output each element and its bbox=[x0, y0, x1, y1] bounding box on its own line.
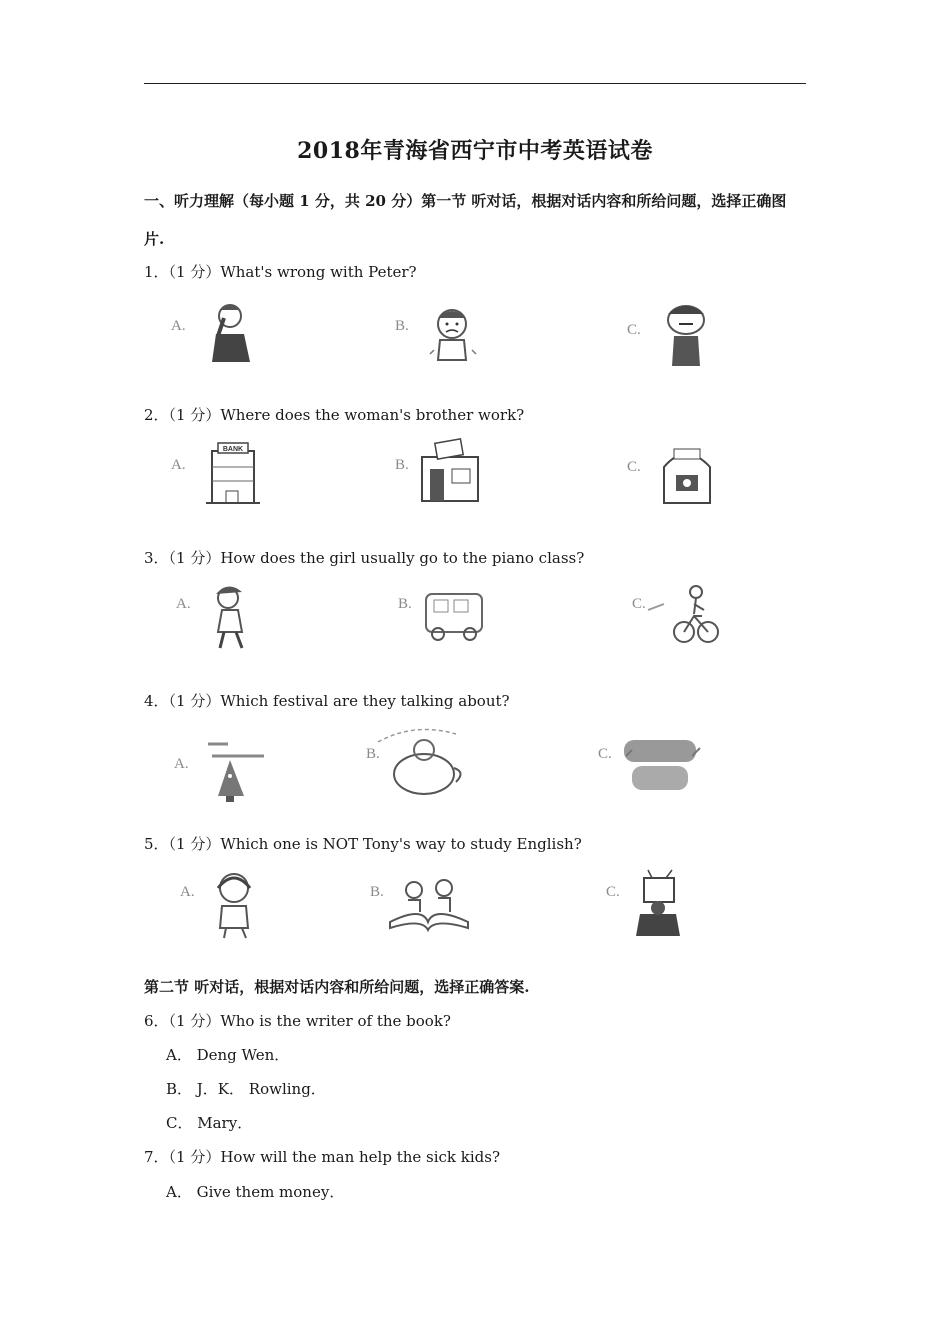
q7-option-a[interactable]: A． Give them money． bbox=[166, 1183, 345, 1201]
question-3-text: 3．（1 分）How does the girl usually go to the piano class? bbox=[144, 549, 585, 567]
q3-picture-c[interactable]: C. bbox=[628, 580, 723, 655]
q3-picture-a[interactable]: A. bbox=[168, 580, 263, 655]
bus-icon bbox=[392, 580, 487, 655]
q2-picture-c[interactable]: C. bbox=[624, 437, 719, 512]
q6-option-b[interactable]: B． J．K． Rowling． bbox=[166, 1080, 326, 1098]
section1-heading-line1: 一、听力理解（每小题 1 分，共 20 分）第一节 听对话，根据对话内容和所给问题，选择正确图 bbox=[144, 192, 787, 210]
q5-picture-b[interactable]: B. bbox=[368, 866, 478, 946]
q4-picture-a[interactable]: A. bbox=[168, 726, 278, 806]
q4-picture-b[interactable]: B. bbox=[364, 722, 474, 802]
kids-reading-icon bbox=[368, 866, 478, 946]
q1-picture-c[interactable]: C. bbox=[624, 294, 719, 369]
q2-picture-a[interactable]: A. BANK bbox=[168, 437, 263, 512]
q6-option-c[interactable]: C． Mary． bbox=[166, 1114, 253, 1132]
question-7-text: 7．（1 分）How will the man help the sick kids? bbox=[144, 1148, 501, 1166]
q2-picture-b[interactable]: B. bbox=[392, 437, 487, 512]
watching-tv-icon bbox=[600, 866, 710, 946]
question-5-text: 5．（1 分）Which one is NOT Tony's way to study English? bbox=[144, 835, 582, 853]
q5-picture-c[interactable]: C. bbox=[600, 866, 710, 946]
boy-listening-icon bbox=[168, 866, 268, 946]
bank-building-icon bbox=[168, 437, 263, 512]
new-year-icon bbox=[596, 726, 716, 806]
girl-walking-icon bbox=[168, 580, 263, 655]
page-title: 2018年青海省西宁市中考英语试卷 bbox=[297, 138, 653, 164]
question-6-text: 6．（1 分）Who is the writer of the book? bbox=[144, 1012, 451, 1030]
question-2-text: 2．（1 分）Where does the woman's brother work? bbox=[144, 406, 525, 424]
q4-picture-c[interactable]: C. bbox=[596, 726, 716, 806]
bank-sign-text: BANK bbox=[222, 446, 244, 453]
q3-picture-b[interactable]: B. bbox=[392, 580, 487, 655]
question-1-text: 1．（1 分）What's wrong with Peter? bbox=[144, 263, 417, 281]
q6-option-a[interactable]: A． Deng Wen． bbox=[166, 1046, 290, 1064]
post-office-icon bbox=[392, 437, 487, 512]
section2-heading: 第二节 听对话，根据对话内容和所给问题，选择正确答案. bbox=[144, 978, 530, 996]
section1-heading-line2: 片. bbox=[144, 230, 165, 248]
q1-picture-b[interactable]: B. bbox=[392, 294, 487, 369]
top-rule bbox=[144, 83, 806, 84]
q5-picture-a[interactable]: A. bbox=[168, 866, 268, 946]
lantern-festival-icon bbox=[364, 722, 474, 802]
q1-picture-a[interactable]: A. bbox=[168, 294, 263, 369]
bike-rider-icon bbox=[628, 580, 723, 655]
question-4-text: 4．（1 分）Which festival are they talking about? bbox=[144, 692, 510, 710]
